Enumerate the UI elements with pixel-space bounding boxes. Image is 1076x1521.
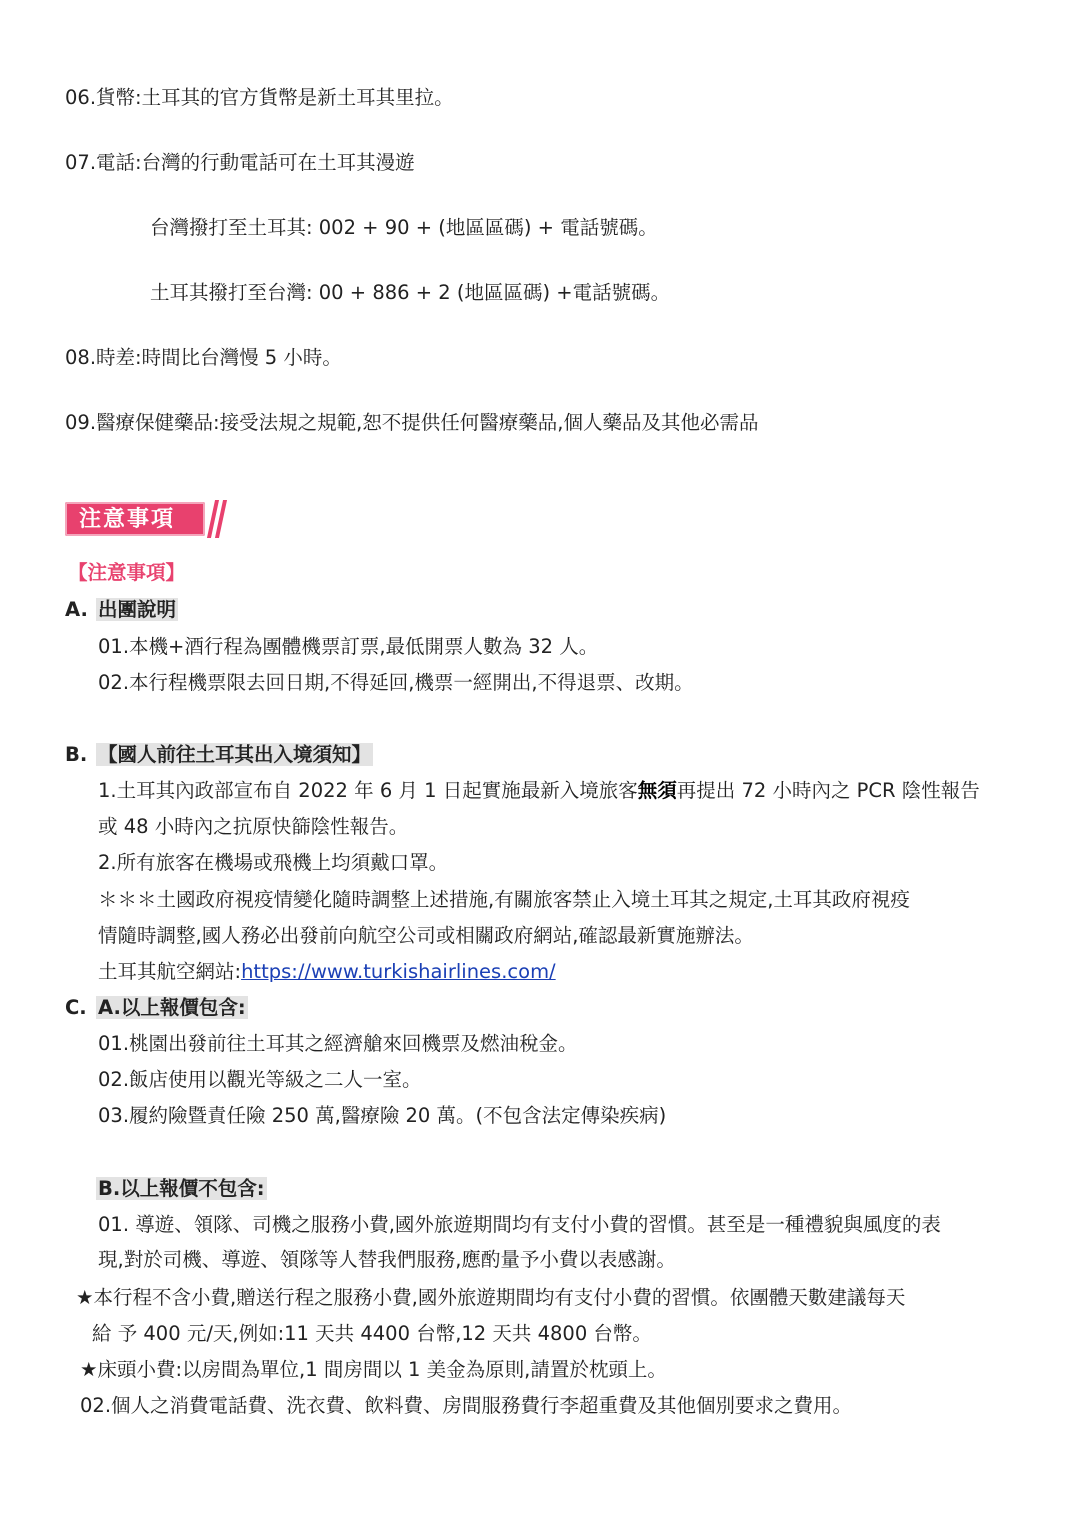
section-b-item-1-bold: 無須: [637, 779, 677, 802]
notes-banner: [65, 500, 225, 540]
section-b-item-1-post: 再提出 72 小時內之 PCR 陰性報告: [676, 779, 980, 802]
excluded-item-2: 02.個人之消費電話費、洗衣費、飲料費、房間服務費行李超重費及其他個別要求之費用。: [80, 1394, 853, 1417]
section-a-item-1: 01.本機+酒行程為團體機票訂票,最低開票人數為 32 人。: [98, 635, 599, 658]
included-item-2: 02.飯店使用以觀光等級之二人一室。: [98, 1068, 422, 1091]
included-item-1: 01.桃園出發前往土耳其之經濟艙來回機票及燃油稅金。: [98, 1032, 578, 1055]
section-a-title: [96, 596, 178, 624]
info-medical: 09.醫療保健藥品:接受法規之規範,恕不提供任何醫療藥品,個人藥品及其他必需品: [65, 411, 759, 434]
airline-website: [98, 958, 556, 986]
section-a-item-2: 02.本行程機票限去回日期,不得延回,機票一經開出,不得退票、改期。: [98, 671, 694, 694]
info-phone-tr-to-tw: 土耳其撥打至台灣: 00 + 886 + 2 (地區區碼) +電話號碼。: [150, 281, 671, 304]
airline-website-label: 土耳其航空網站:: [98, 960, 242, 983]
excluded-item-1-line2: 現,對於司機、導遊、領隊等人替我們服務,應酌量予小費以表感謝。: [98, 1248, 676, 1271]
section-a-title-text: 出團說明: [98, 598, 177, 621]
tip-note-line1: ★本行程不含小費,贈送行程之服務小費,國外旅遊期間均有支付小費的習慣。依團體天數建議每天: [76, 1286, 906, 1309]
section-c-letter: C.: [65, 996, 87, 1019]
airline-website-link[interactable]: https://www.turkishairlines.com/: [241, 960, 556, 983]
banner-title: 注意事項: [79, 507, 176, 532]
section-b-title-text: 【國人前往土耳其出入境須知】: [98, 743, 372, 766]
bed-tip-note: ★床頭小費:以房間為單位,1 間房間以 1 美金為原則,請置於枕頭上。: [80, 1358, 667, 1381]
section-b-item-2: 2.所有旅客在機場或飛機上均須戴口罩。: [98, 851, 449, 874]
info-phone-tw-to-tr: 台灣撥打至土耳其: 002 + 90 + (地區區碼) + 電話號碼。: [150, 216, 658, 239]
section-b-title: [96, 741, 373, 769]
info-phone: 07.電話:台灣的行動電話可在土耳其漫遊: [65, 151, 415, 174]
section-b-note-2: 情隨時調整,國人務必出發前向航空公司或相關政府網站,確認最新實施辦法。: [98, 924, 754, 947]
included-title-text: A.以上報價包含:: [98, 996, 246, 1019]
excluded-title: [96, 1175, 267, 1203]
excluded-item-1-line1: 01. 導遊、領隊、司機之服務小費,國外旅遊期間均有支付小費的習慣。甚至是一種禮貌與風度的表: [98, 1213, 941, 1236]
included-item-3: 03.履約險暨責任險 250 萬,醫療險 20 萬。(不包含法定傳染疾病): [98, 1104, 667, 1127]
section-b-item-1-line2: 或 48 小時內之抗原快篩陰性報告。: [98, 815, 409, 838]
notes-heading: 【注意事項】: [68, 561, 186, 584]
banner-box: [65, 502, 205, 536]
section-a-letter: A.: [65, 598, 88, 621]
section-b-item-1-pre: 1.土耳其內政部宣布自 2022 年 6 月 1 日起實施最新入境旅客: [98, 779, 638, 802]
section-b-item-1: [98, 777, 980, 805]
tip-note-line2: 給 予 400 元/天,例如:11 天共 4400 台幣,12 天共 4800 台幣。: [92, 1322, 652, 1345]
info-currency: 06.貨幣:土耳其的官方貨幣是新土耳其里拉。: [65, 86, 454, 109]
info-timezone: 08.時差:時間比台灣慢 5 小時。: [65, 346, 342, 369]
excluded-title-text: B.以上報價不包含:: [98, 1177, 265, 1200]
section-b-note-1: ＊＊＊土國政府視疫情變化隨時調整上述措施,有關旅客禁止入境土耳其之規定,土耳其政府視疫: [98, 888, 910, 911]
section-b-letter: B.: [65, 743, 88, 766]
included-title: [96, 994, 248, 1022]
